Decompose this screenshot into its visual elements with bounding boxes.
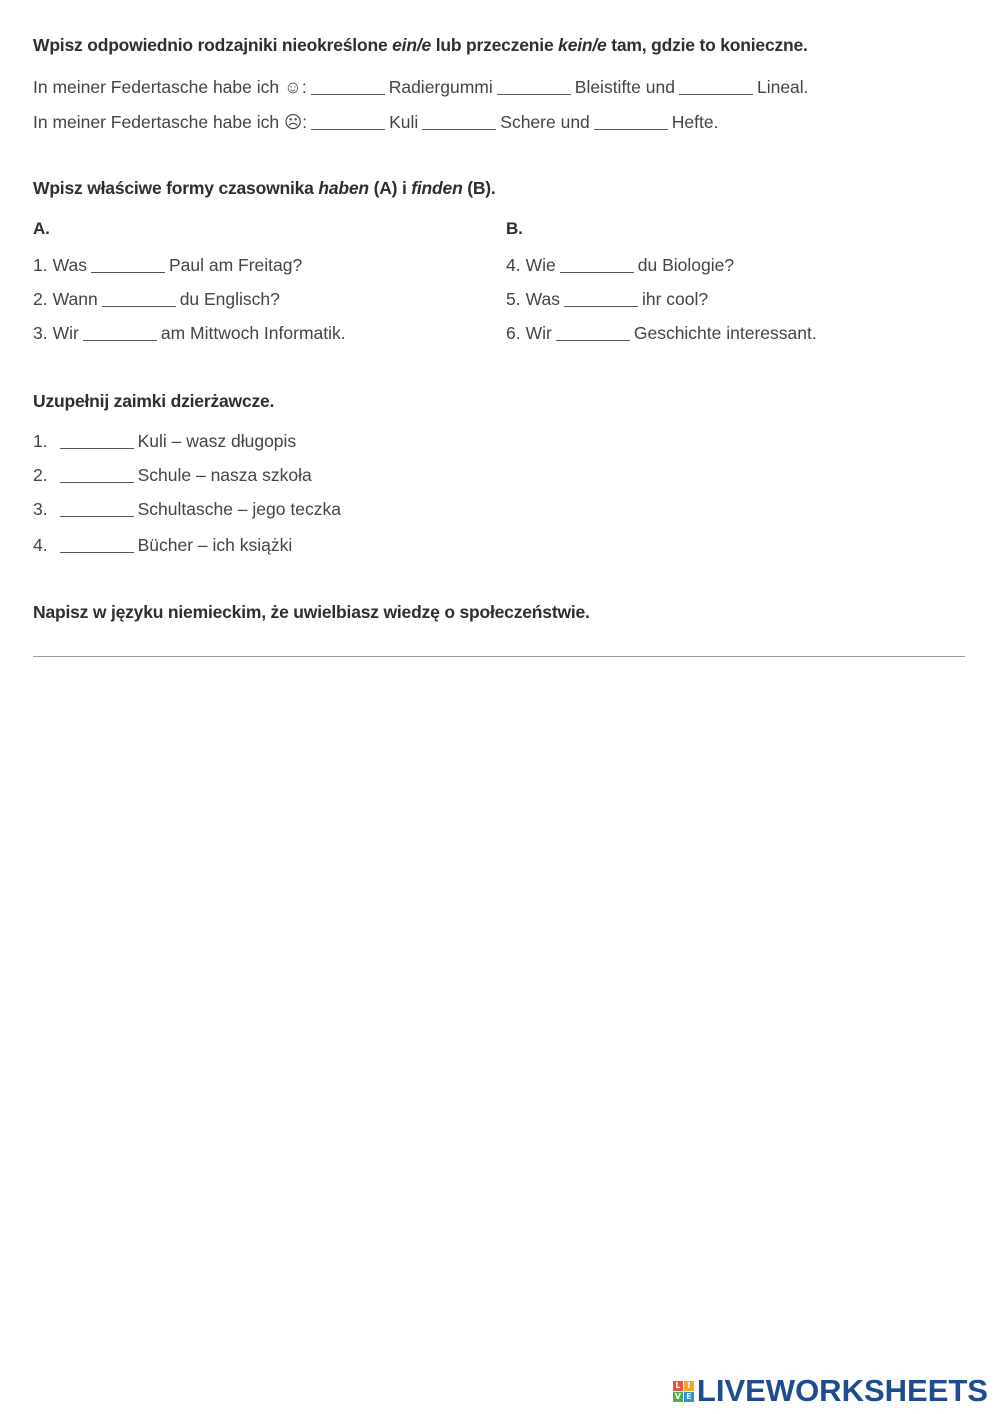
heading-text: tam, gdzie to konieczne. xyxy=(606,35,808,55)
item-pre: Was xyxy=(525,289,560,309)
logo-mark-letter: I xyxy=(684,1381,694,1391)
heading-italic: ein/e xyxy=(392,35,432,55)
answer-blank[interactable] xyxy=(60,516,134,517)
item-text: Bücher – ich książki xyxy=(137,535,293,555)
logo-mark-icon xyxy=(673,1381,694,1402)
finden-item-5 xyxy=(506,289,708,310)
column-a-label: A. xyxy=(33,219,50,238)
item-post: du Englisch? xyxy=(179,289,280,309)
finden-item-4 xyxy=(506,255,734,276)
item-number: 2. xyxy=(33,289,48,309)
answer-blank[interactable] xyxy=(60,552,134,553)
section2-heading xyxy=(33,178,496,199)
item-post: Geschichte interessant. xyxy=(633,323,817,343)
pronoun-item-1 xyxy=(33,431,296,452)
section1-heading xyxy=(33,35,808,56)
answer-blank[interactable] xyxy=(311,94,385,95)
item-post: du Biologie? xyxy=(637,255,735,275)
logo-mark-letter: L xyxy=(673,1381,683,1391)
item-number: 4. xyxy=(506,255,521,275)
sentence-word: Radiergummi xyxy=(388,77,493,97)
column-b-label: B. xyxy=(506,219,523,238)
answer-blank[interactable] xyxy=(311,129,385,130)
answer-blank[interactable] xyxy=(60,482,134,483)
answer-blank[interactable] xyxy=(102,306,176,307)
answer-blank[interactable] xyxy=(560,272,634,273)
answer-blank[interactable] xyxy=(91,272,165,273)
sentence-word: Hefte. xyxy=(671,112,719,132)
item-number: 3. xyxy=(33,499,48,519)
item-pre: Was xyxy=(52,255,87,275)
heading-text: (B). xyxy=(462,178,496,198)
item-pre: Wann xyxy=(52,289,98,309)
sentence-start: In meiner Federtasche habe ich ☹: xyxy=(33,112,308,132)
sentence-line-1 xyxy=(33,77,809,98)
pronoun-item-4 xyxy=(33,535,292,556)
item-number: 2. xyxy=(33,465,48,485)
item-text: Kuli – wasz długopis xyxy=(137,431,297,451)
heading-text: lub przeczenie xyxy=(431,35,559,55)
answer-blank[interactable] xyxy=(679,94,753,95)
sentence-word: Bleistifte und xyxy=(574,77,675,97)
answer-blank[interactable] xyxy=(83,340,157,341)
item-post: ihr cool? xyxy=(641,289,709,309)
heading-text: Wpisz właściwe formy czasownika xyxy=(33,178,319,198)
item-number: 5. xyxy=(506,289,521,309)
finden-item-6 xyxy=(506,323,817,344)
section3-heading: Uzupełnij zaimki dzierżawcze. xyxy=(33,391,275,411)
sentence-line-2 xyxy=(33,112,719,133)
heading-italic: haben xyxy=(318,178,369,198)
item-number: 3. xyxy=(33,323,48,343)
pronoun-item-3 xyxy=(33,499,341,520)
sentence-start: In meiner Federtasche habe ich ☺: xyxy=(33,77,307,97)
item-text: Schule – nasza szkoła xyxy=(137,465,312,485)
section4-heading: Napisz w języku niemieckim, że uwielbiasz wiedzę o społeczeństwie. xyxy=(33,602,590,622)
heading-italic: kein/e xyxy=(558,35,607,55)
pronoun-item-2 xyxy=(33,465,312,486)
item-pre: Wir xyxy=(52,323,79,343)
haben-item-2 xyxy=(33,289,280,310)
heading-italic: finden xyxy=(411,178,463,198)
item-number: 1. xyxy=(33,431,48,451)
logo-mark-letter: E xyxy=(684,1392,694,1402)
item-post: am Mittwoch Informatik. xyxy=(160,323,346,343)
liveworksheets-logo xyxy=(673,1373,988,1408)
logo-mark-letter: V xyxy=(674,1391,681,1401)
heading-text: Wpisz odpowiednio rodzajniki nieokreślone xyxy=(33,35,393,55)
item-number: 6. xyxy=(506,323,521,343)
item-post: Paul am Freitag? xyxy=(168,255,303,275)
item-pre: Wir xyxy=(525,323,552,343)
item-number: 4. xyxy=(33,535,48,555)
answer-line[interactable] xyxy=(33,656,965,657)
logo-text: LIVEWORKSHEETS xyxy=(696,1373,988,1408)
sentence-word: Schere und xyxy=(500,112,590,132)
haben-item-1 xyxy=(33,255,302,276)
answer-blank[interactable] xyxy=(422,129,496,130)
haben-item-3 xyxy=(33,323,346,344)
answer-blank[interactable] xyxy=(564,306,638,307)
answer-blank[interactable] xyxy=(497,94,571,95)
item-number: 1. xyxy=(33,255,48,275)
item-text: Schultasche – jego teczka xyxy=(137,499,341,519)
answer-blank[interactable] xyxy=(556,340,630,341)
answer-blank[interactable] xyxy=(60,448,134,449)
answer-blank[interactable] xyxy=(594,129,668,130)
item-pre: Wie xyxy=(525,255,556,275)
sentence-word: Lineal. xyxy=(756,77,809,97)
sentence-word: Kuli xyxy=(389,112,419,132)
heading-text: (A) i xyxy=(368,178,412,198)
